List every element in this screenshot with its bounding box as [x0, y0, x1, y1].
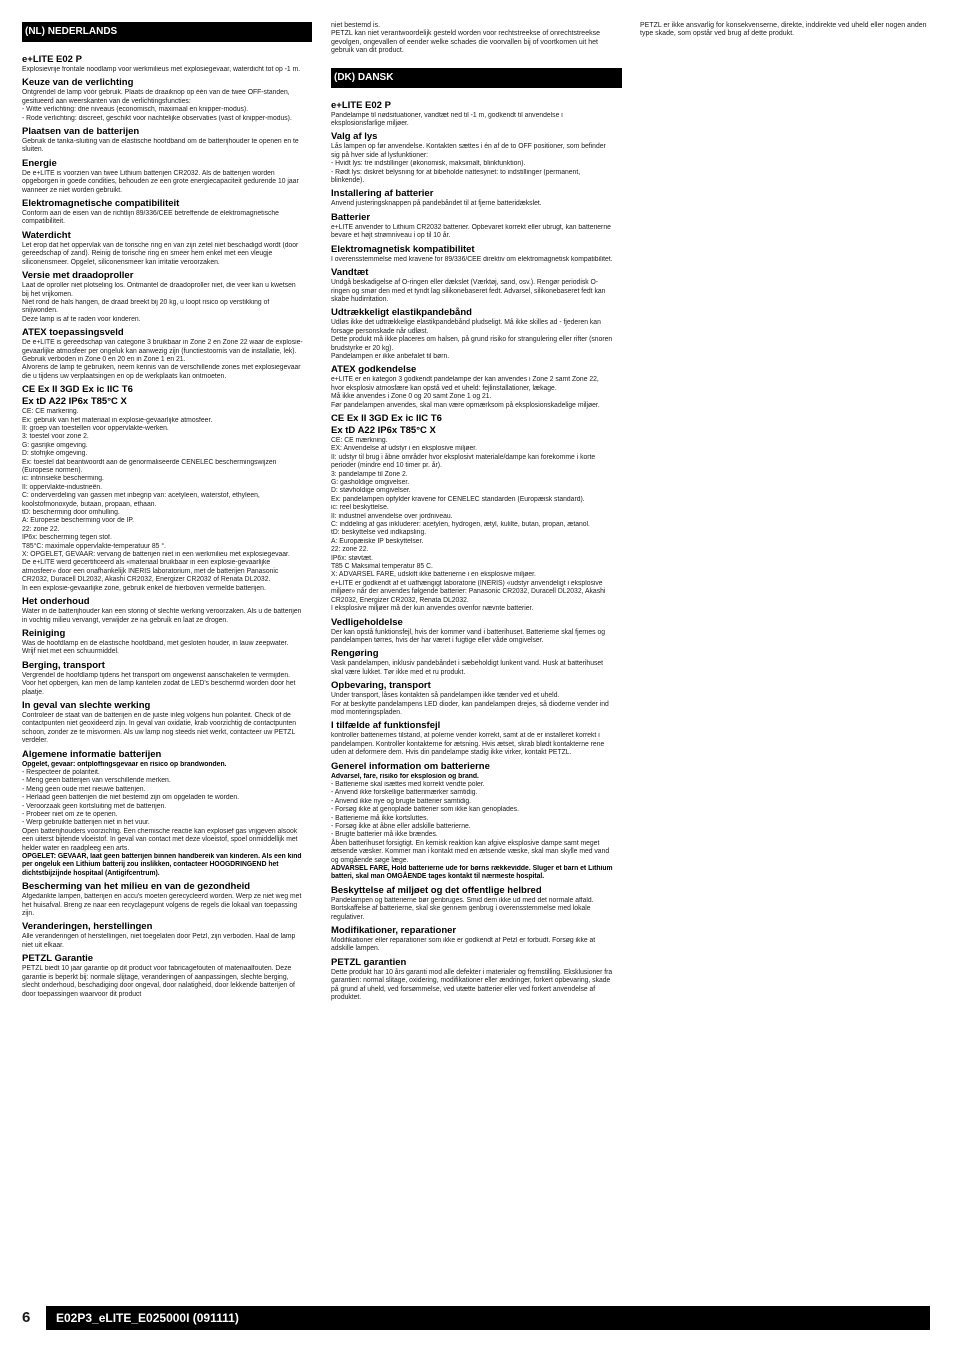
- section: [331, 364, 622, 410]
- body-text: Ex: gebruik van het materiaal in explosie-gevaarlijke atmosfeer.: [22, 416, 213, 424]
- section-title: Valg af lys: [331, 131, 378, 143]
- body-text: C: inddeling af gas inkluderer: acetylen, hydrogen, ætyl, kulilte, butan, propan, ætanol.: [331, 521, 590, 529]
- section-title: Ex tD A22 IP6x T85°C X: [331, 424, 436, 436]
- page-number: 6: [22, 1309, 31, 1326]
- document-code: E02P3_eLITE_E025000I (091111): [46, 1306, 930, 1330]
- column-nl: [22, 22, 312, 1002]
- section-title: Elektromagnetisk kompatibilitet: [331, 243, 475, 255]
- section-title: Berging, transport: [22, 659, 105, 671]
- section: [22, 749, 312, 879]
- body-text: Controleer de staat van de batterijen en de juiste inleg volgens hun polariteit. Check of de contactpunten niet geoxideerd zijn. In geval van oxidatie, krab voorzichtig de contactpunten schoon, zonder ze te misvormen. Als uw lamp nog steeds niet werkt, contacteer uw PETZL verdeler.: [22, 711, 297, 745]
- section-title: Veranderingen, herstellingen: [22, 921, 153, 933]
- body-text: T85 C Maksimal temperatur 85 C.: [331, 563, 433, 571]
- page-footer: [22, 1306, 930, 1330]
- section-header-nl: (NL) NEDERLANDS: [22, 22, 312, 42]
- section: [331, 131, 622, 185]
- body-text: - Anvend ikke forskellige batterimærker samtidig.: [331, 789, 478, 797]
- section: [331, 925, 622, 954]
- body-text: A: Europese bescherming voor de IP.: [22, 517, 134, 525]
- body-text: e+LITE er en kategori 3 godkendt pandelampe der kan anvendes i Zone 2 samt Zone 22, hvor eksplosiv atmosfære kan opstå ved et uheld: fejlinstallationer, lækage.: [331, 376, 599, 392]
- body-text: Der kan opstå funktionsfejl, hvis der kommer vand i batterihuset. Batterierne skal fjernes og pandelampen tørres, hvis der har været i fugtige eller våde omgivelser.: [331, 628, 606, 644]
- body-text: T85°C: maximale oppervlakte-temperatuur 85 °.: [22, 542, 166, 550]
- body-text: De e+LITE is voorzien van twee Lithium batterijen CR2032. Als de batterijen worden opgeborgen in goede condities, behouden ze een grote energiecapaciteit gedurende 10 jaar wanneer ze niet worden gebruikt.: [22, 169, 299, 194]
- body-text: Pandelampe til nødsituationer, vandtæt ned til -1 m, godkendt til anvendelse i eksplosionsfarlige miljøer.: [331, 111, 563, 128]
- body-text: ic: reel beskyttelse.: [331, 504, 389, 512]
- body-text: Afgedankte lampen, batterijen en accu's moeten gerecycleerd worden. Werp ze niet weg met het huisafval. Breng ze naar een recyclagepunt volgens de regels die lokaal van toepassing zijn.: [22, 893, 302, 918]
- nl-tail-text: niet bestemd is. PETZL kan niet verantwoordelijk gesteld worden voor rechtstreekse of onrechtstreekse gevolgen, ongevallen of eender welke schades die voorvallen bij of voortkomen uit het gebruik van dit product.: [331, 22, 600, 55]
- body-text: EX: Anvendelse af udstyr i en eksplosive miljøer.: [331, 445, 478, 453]
- section-title: Het onderhoud: [22, 596, 90, 608]
- body-text: - Meng geen batterijen van verschillende merken.: [22, 777, 171, 785]
- section: [331, 617, 622, 646]
- section-title: ATEX godkendelse: [331, 364, 417, 376]
- body-text: Anvend justeringsknappen på pandebåndet til at fjerne batteridækslet.: [331, 200, 542, 208]
- body-text: Undgå beskadigelse af O-ringen eller dækslet (Værktøj, sand, osv.). Rengør periodisk O-ringen og smør den med et tyndt lag silikonebaseret fedt. Advarsel, silikonebaseret fedt kan skabe hudirritation.: [331, 279, 606, 303]
- section-title: e+LITE E02 P: [331, 99, 391, 111]
- body-text: - Hvidt lys: tre indstillinger (økonomisk, maksimalt, blinkfunktion).: [331, 160, 526, 168]
- body-text: Deze lamp is af te raden voor kinderen.: [22, 315, 141, 323]
- section: [22, 628, 312, 657]
- body-text: G: gasholdige omgivelser.: [331, 479, 410, 486]
- section: [22, 327, 312, 381]
- section-title: e+LITE E02 P: [22, 54, 82, 65]
- section-title: PETZL Garantie: [22, 953, 94, 965]
- body-text: Voor het opbergen, kan men de lamp kantelen zodat de LED's beschermd worden door het plaatje.: [22, 680, 296, 696]
- body-text: Åben batterihuset forsigtigt. En kemisk reaktion kan afgive eksplosive dampe samt meget ætsende væsker. Kommer man i kontakt med en ætsende væske, skal man skylle med vand og omgående søge læge.: [331, 839, 610, 864]
- section-title: Opbevaring, transport: [331, 680, 431, 692]
- section: [22, 384, 312, 593]
- body-text: IP6x: bescherming tegen stof.: [22, 534, 112, 542]
- nl-sections: [22, 54, 312, 999]
- body-text: Ex: toestel dat beantwoordt aan de genormaliseerde CENELEC beschermingswijzen (Europese normen).: [22, 458, 277, 474]
- section: [331, 307, 622, 361]
- section-title: Beskyttelse af miljøet og det offentlige helbred: [331, 884, 542, 896]
- body-text: A: Europæiske IP beskyttelser.: [331, 537, 424, 545]
- section-title: Ex tD A22 IP6x T85°C X: [22, 396, 127, 408]
- body-text: Laat de oproller niet plotseling los. Ontmantel de draadoproller niet, die veer kan u kwetsen bij het vrijkomen.: [22, 282, 296, 298]
- nl-continuation: [331, 22, 622, 56]
- body-text: II: groep van toestellen voor oppervlakte-werken.: [22, 424, 169, 432]
- body-text: CE: CE mærkning.: [331, 436, 388, 444]
- body-text: D: støvholdige omgivelser.: [331, 487, 411, 495]
- section-title: Vandtæt: [331, 267, 369, 279]
- body-text: - Meng geen oude met nieuwe batterijen.: [22, 785, 146, 793]
- body-text: Pandelampen og batterierne bør genbruges. Smid dem ikke ud med det normale affald. Bortskaffelse af batterierne, skal ske gennem genbrug i overensstemmelse med lokale regulativer.: [331, 896, 594, 921]
- dk-sections: [331, 100, 622, 1003]
- column-dk: [331, 22, 622, 1006]
- section: [331, 680, 622, 717]
- body-text: II: industriel anvendelse over jordniveau.: [331, 512, 453, 520]
- warning-text: OPGELET: GEVAAR, laat geen batterijen binnen handbereik van kinderen. Als een kind per ongeluk een Lithium batterij zou inslikken, contacteer HOOGDRINGEND het dichtstbijzijnde hospitaal (Antigifcentrum).: [22, 853, 302, 877]
- body-text: - Werp gebruikte batterijen niet in het vuur.: [22, 819, 150, 827]
- section: [331, 244, 622, 264]
- body-text: Ontgrendel de lamp vóór gebruik. Plaats de draaiknop op één van de twee OFF-standen, gesitueerd aan weerskanten van de verlichtingsfuncties:: [22, 89, 290, 105]
- body-text: I eksplosive miljøer må der kun anvendes ovenfor nævnte batterier.: [331, 605, 534, 613]
- body-text: G: gasrijke omgeving.: [22, 441, 88, 449]
- section-title: Algemene informatie batterijen: [22, 748, 162, 760]
- body-text: Water in de batterijhouder kan een storing of slechte werking veroorzaken. Als u de batterijen in vochtig milieu vervangt, verwijder ze na gebruik en laat ze drogen.: [22, 608, 302, 624]
- section-title: Rengøring: [331, 648, 379, 660]
- body-text: I overensstemmelse med kravene for 89/336/CEE direktiv om elektromagnetisk kompatibilitet.: [331, 255, 613, 263]
- body-text: De e+LITE werd gecertificeerd als «materiaal bruikbaar in een explosie-gevaarlijke atmosfeer» door een onafhankelijk INERIS laboratorium, met de batterijen Panasonic CR2032, Duracell DL2032, Akashi CR2032, Energizer CR2032 of Renata DL2032.: [22, 559, 279, 584]
- body-text: Niet rond de hals hangen, de draad breekt bij 20 kg, u loopt risico op verstikking of snijwonden.: [22, 298, 270, 315]
- section: [22, 700, 312, 746]
- section: [22, 230, 312, 267]
- body-text: e+LITE er godkendt af et uafhængigt laboratorie (INERIS) «udstyr anvendeligt i eksplosive miljøer» når der anvendes følgende batterier: Panasonic CR2032, Duracell DL2032, Akashi CR2032, Energizer CR2032, Renata DL2032.: [331, 579, 606, 604]
- dk-tail-text: PETZL er ikke ansvarlig for konsekvenserne, direkte, inddirekte ved uheld eller nogen anden type skade, som opstår ved brug af dette produkt.: [640, 22, 927, 38]
- body-text: - Batterierne skal isættes med korrekt vendte poler.: [331, 780, 485, 788]
- warning-lead: Opgelet, gevaar: ontploffingsgevaar en risico op brandwonden.: [22, 760, 227, 768]
- body-text: 22: zone 22.: [22, 525, 60, 533]
- section: [22, 126, 312, 155]
- body-text: Ex: pandelampen opfylder kravene for CENELEC standarden (Europæisk standard).: [331, 495, 585, 503]
- body-text: Modifikationer eller reparationer som ikke er godkendt af Petzl er forbudt. Forsøg ikke at adskille lampen.: [331, 937, 596, 953]
- body-text: e+LITE anvender to Lithium CR2032 batterier. Opbevaret korrekt eller ubrugt, kan batterierne bevare et højt strømniveau i op til 10 år.: [331, 223, 611, 240]
- body-text: - Batterierne må ikke kortsluttes.: [331, 814, 429, 822]
- section: [331, 761, 622, 882]
- body-text: Gebruik verboden in Zone 0 en 20 en in Zone 1 en 21.: [22, 355, 186, 363]
- section-title: PETZL garantien: [331, 956, 407, 968]
- section-title: Keuze van de verlichting: [22, 77, 134, 89]
- section: [22, 660, 312, 697]
- section-title: Plaatsen van de batterijen: [22, 126, 140, 138]
- section: [22, 77, 312, 123]
- section-title: In geval van slechte werking: [22, 699, 151, 711]
- section-title: ATEX toepassingsveld: [22, 327, 124, 339]
- section-title: Installering af batterier: [331, 188, 434, 200]
- section: [331, 648, 622, 677]
- section: [22, 270, 312, 324]
- body-text: Dette produkt har 10 års garanti mod alle defekter i materialer og fremstilling. Eksklusioner fra garantien: normal slitage, oxidering, modifikationer eller ændringer, forkert opbevaring, skade på grund af uheld, ved forsømmelse, ved utætte batterier eller ved forkert anvendelse af produktet.: [331, 968, 613, 1002]
- body-text: Vask pandelampen, inklusiv pandebåndet i sæbeholdigt lunkent vand. Husk at batterihuset skal være lukket. Tør ikke med et ru produkt.: [331, 660, 604, 676]
- section: [22, 881, 312, 918]
- section: [331, 212, 622, 241]
- section: [331, 885, 622, 922]
- warning-lead: Advarsel, fare, risiko for eksplosion og brand.: [331, 772, 479, 780]
- body-text: Udløs ikke det udtrækkelige elastikpandebånd pludseligt. Må ikke skilles ad - fjederen kan forsage personskade når udløst.: [331, 319, 601, 335]
- body-text: II: oppervlakte-industrieën.: [22, 483, 103, 491]
- section-title: Udtrækkeligt elastikpandebånd: [331, 307, 472, 319]
- body-text: - Veroorzaak geen kortsluiting met de batterijen.: [22, 802, 167, 810]
- body-text: 22: zone 22.: [331, 546, 369, 554]
- section: [331, 720, 622, 757]
- body-text: In een explosie-gevaarlijke zone, gebruik enkel de hierboven vermelde batterijen.: [22, 584, 266, 592]
- body-text: 3: toestel voor zone 2.: [22, 433, 89, 441]
- section-title: Reiniging: [22, 627, 66, 639]
- section: [22, 158, 312, 195]
- body-text: Må ikke anvendes i Zone 0 og 20 samt Zone 1 og 21.: [331, 393, 492, 401]
- body-text: tD: bescherming door omhulling.: [22, 509, 120, 517]
- section-title: Versie met draadoproller: [22, 270, 134, 282]
- body-text: - Forsøg ikke at genoplade batterier som ikke kan genoplades.: [331, 806, 519, 814]
- section: [331, 957, 622, 1003]
- section-title: Elektromagnetische compatibiliteit: [22, 198, 180, 210]
- body-text: X: ADVARSEL FARE, udskift ikke batterierne i en eksplosive miljøer.: [331, 571, 536, 579]
- section-title: CE Ex II 3GD Ex ic IIC T6: [22, 384, 133, 396]
- body-text: Lås lampen op før anvendelse. Kontakten sættes i én af de to OFF positioner, som befinder sig på hver side af lysfunktioner:: [331, 143, 606, 159]
- body-text: IP6x: støvtæt.: [331, 554, 373, 562]
- body-text: D: stofrijke omgeving.: [22, 450, 88, 458]
- body-text: II: udstyr til brug i åbne områder hvor eksplosivt materiale/dampe kan forekomme i korte perioder (mindre end 10 timer pr. år).: [331, 453, 596, 470]
- column-dk-continuation: [640, 22, 930, 51]
- body-text: kontroller batteriernes tilstand, at polerne vender korrekt, samt at de er installeret korrekt i pandelampen. Kontroller kontakterne for ætsning. Hvis ætset, skrab blødt kontakterne rene uden at deformere dem. Hvis din pandelampe stadig ikke virker, kontakt PETZL.: [331, 732, 605, 757]
- body-text: For at beskytte pandelampens LED dioder, kan pandelampen drejes, så dioderne vender ind mod monteringspladen.: [331, 700, 609, 716]
- section-title: Generel information om batterierne: [331, 760, 490, 772]
- section-title: Energie: [22, 157, 57, 169]
- body-text: Under transport, låses kontakten så pandelampen ikke tænder ved et uheld.: [331, 692, 560, 700]
- section-title: Vedligeholdelse: [331, 616, 403, 628]
- section: [22, 596, 312, 625]
- body-text: ic: intrinsieke bescherming.: [22, 475, 104, 483]
- body-text: PETZL biedt 10 jaar garantie op dit product voor fabricagefouten of materiaalfouten. Deze garantie is beperkt bij: normale slijtage, veranderingen of aanpassingen, slechte berging, slecht onderhoud, beschadiging door ongeval, door nalatigheid, door lekkende batterijen of door toepassingen waarvoor dit product: [22, 965, 295, 998]
- section-title: Waterdicht: [22, 229, 71, 241]
- body-text: Dette produkt må ikke placeres om halsen, på grund risiko for strangulering eller rifter (snoren brudstyrke er 20 kg).: [331, 336, 613, 352]
- body-text: CE: CE markering.: [22, 408, 79, 416]
- section: [331, 188, 622, 208]
- body-text: - Forsøg ikke at åbne eller adskille batterierne.: [331, 823, 471, 830]
- body-text: - Rode verlichting: discreet, geschikt voor nachtelijke observaties (vast of knipper-modus).: [22, 114, 292, 122]
- section-header-dk: (DK) DANSK: [331, 68, 622, 88]
- warning-text: ADVARSEL FARE, Hold batterierne ude for børns rækkevidde. Sluger et barn et Lithium batteri, skal man OMGÅENDE tages kontakt til nærmeste hospital.: [331, 865, 613, 881]
- body-text: - Anvend ikke nye og brugte batterier samtidig.: [331, 797, 472, 805]
- section: [22, 54, 312, 74]
- body-text: Alvorens de lamp te gebruiken, neem kennis van de verschillende zones met explosiegevaar die u tijdens uw verplaatsingen en op de werkplaats kan ontmoeten.: [22, 364, 301, 380]
- body-text: Let erop dat het oppervlak van de torische ring en van zijn zetel niet beschadigd wordt (door gereedschap of zand). Reinig de torische ring en smeer hem enkel met een vleugje siliconensmeer. Opgelet, siliconensmeer kan irritatie veroorzaken.: [22, 241, 299, 266]
- section: [22, 921, 312, 950]
- body-text: Explosievrije frontale noodlamp voor werkmilieus met explosiegevaar, waterdicht tot op -1 m.: [22, 66, 301, 73]
- body-text: - Witte verlichting: drie niveaus (economisch, maximaal en knipper-modus).: [22, 106, 249, 114]
- body-text: De e+LITE is gereedschap van categorie 3 bruikbaar in Zone 2 en Zone 22 waar de explosie-gevaarlijke atmosfeer per ongeluk kan aanwezig zijn (functiestoornis van de installatie, lek).: [22, 339, 303, 355]
- section-title: CE Ex II 3GD Ex ic IIC T6: [331, 412, 442, 424]
- section: [22, 198, 312, 227]
- body-text: - Probeer niet om ze te openen.: [22, 811, 118, 818]
- section: [331, 413, 622, 614]
- section: [331, 100, 622, 129]
- body-text: Was de hoofdlamp en de elastische hoofdband, met gesloten houder, in lauw zeepwater. Wrijf niet met een schuurmiddel.: [22, 639, 289, 656]
- body-text: Alle veranderingen of herstellingen, niet toegelaten door Petzl, zijn verboden. Haal de lamp niet uit elkaar.: [22, 933, 296, 949]
- section-title: Batterier: [331, 211, 371, 223]
- section: [22, 953, 312, 999]
- body-text: C: onderverdeling van gassen met inbegrip van: acetyleen, waterstof, ethyleen, koolstofmonoxyde, butaan, propaan, ethaan.: [22, 492, 260, 508]
- section-title: Bescherming van het milieu en van de gezondheid: [22, 881, 251, 893]
- section: [331, 267, 622, 304]
- body-text: Open batterijhouders voorzichtig. Een chemische reactie kan explosief gas vrijgeven alsook een uiterst bijtende vloeistof. In geval van contact met deze vloeistof, spoel onmiddellijk met helder water en raadpleeg een arts.: [22, 827, 298, 852]
- body-text: Pandelampen er ikke anbefalet til børn.: [331, 352, 450, 360]
- body-text: - Herlaad geen batterijen die niet bestemd zijn om opgeladen te worden.: [22, 794, 240, 802]
- body-text: Gebruik de tanka-sluiting van de elastische hoofdband om de batterijhouder te openen en te sluiten.: [22, 138, 299, 154]
- body-text: - Respecteer de polariteit.: [22, 768, 100, 776]
- section-title: Modifikationer, reparationer: [331, 925, 457, 937]
- body-text: tD: beskyttelse ved indkapsling.: [331, 529, 427, 537]
- body-text: 3: pandelampe til Zone 2.: [331, 470, 408, 478]
- section-title: I tilfælde af funktionsfejl: [331, 720, 441, 732]
- body-text: Før pandelampen anvendes, skal man være opmærksom på eksplosionskadelige miljøer.: [331, 401, 600, 409]
- body-text: - Brugte batterier må ikke brændes.: [331, 831, 438, 839]
- body-text: Conform aan de eisen van de richtlijn 89/336/CEE betreffende de elektromagnetische compatibiliteit.: [22, 210, 279, 226]
- body-text: Vergrendel de hoofdlamp tijdens het transport om ongewenst aanschakelen te vermijden.: [22, 671, 290, 679]
- body-text: X: OPGELET, GEVAAR: vervang de batterijen niet in een werkmilieu met explosiegevaar.: [22, 551, 290, 559]
- body-text: - Rødt lys: diskret belysning for at bibeholde nattesynet: to indstillinger (permanent, blinkende).: [331, 168, 581, 185]
